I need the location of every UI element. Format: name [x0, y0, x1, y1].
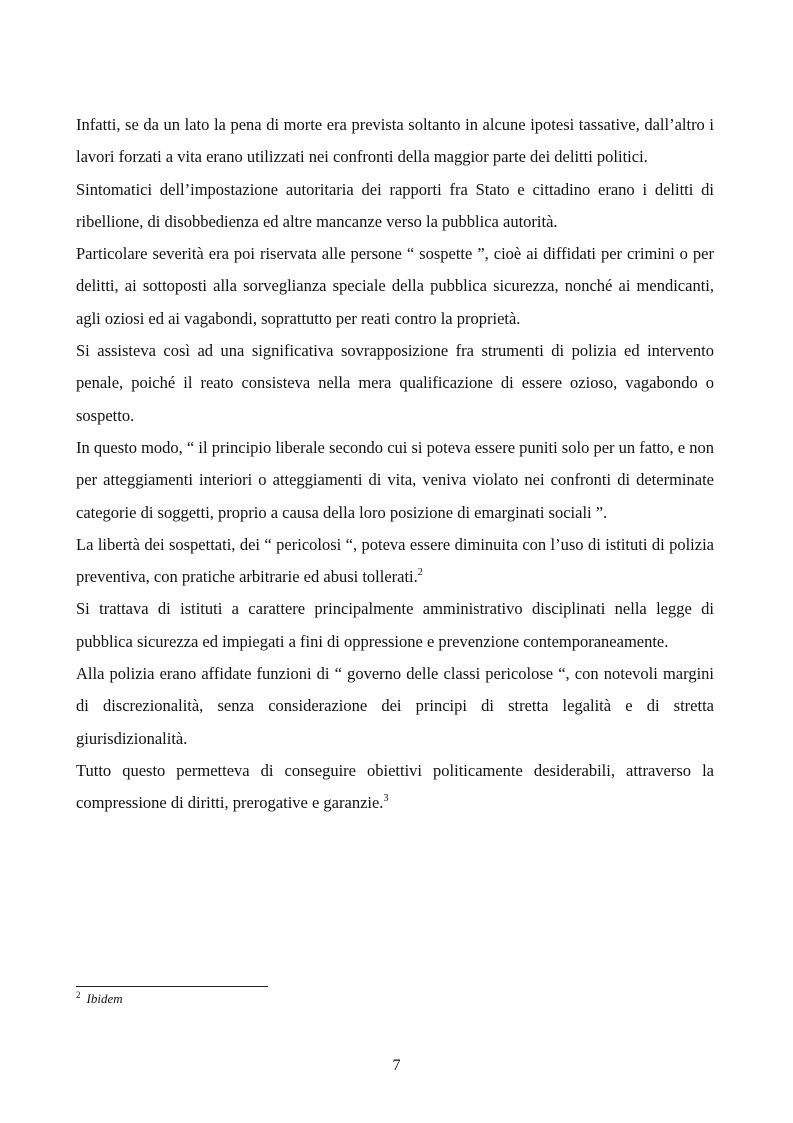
footnote-text: Ibidem: [86, 991, 123, 1006]
paragraph-text: Particolare severità era poi riservata alle persone “ sospette ”, cioè ai diffidati per crimini o per delitti, ai sottoposti alla sorveglianza speciale della pubblica sicurezza, nonché ai mendicanti, agli oziosi ed ai vagabondi, soprattutto per reati contro la proprietà.: [76, 244, 714, 328]
paragraph: [76, 529, 714, 594]
paragraph: [76, 174, 714, 239]
paragraph-text: Tutto questo permetteva di conseguire obiettivi politicamente desiderabili, attraverso la compressione di diritti, prerogative e garanzie.: [76, 760, 714, 813]
document-body: [76, 109, 714, 820]
footnote-reference: 3: [383, 793, 389, 805]
page-number: 7: [392, 1057, 401, 1074]
paragraph-text: Si trattava di istituti a carattere principalmente amministrativo disciplinati nella legge di pubblica sicurezza ed impiegati a fini di oppressione e prevenzione contemporaneamente.: [76, 599, 714, 651]
footnote-reference: 2: [417, 567, 423, 579]
paragraph-text: Infatti, se da un lato la pena di morte era prevista soltanto in alcune ipotesi tassative, dall’altro i lavori forzati a vita erano utilizzati nei confronti della maggior parte dei delitti politici.: [76, 115, 714, 167]
paragraph-text: La libertà dei sospettati, dei “ pericolosi “, poteva essere diminuita con l’uso di istituti di polizia preventiva, con pratiche arbitrarie ed abusi tollerati.: [76, 534, 714, 587]
paragraph: [76, 593, 714, 658]
paragraph-text: In questo modo, “ il principio liberale secondo cui si poteva essere puniti solo per un fatto, e non per atteggiamenti interiori o atteggiamenti di vita, veniva violato nei confronti di determinate categorie di soggetti, proprio a causa della loro posizione di emarginati sociali ”.: [76, 437, 714, 522]
paragraph-text: Alla polizia erano affidate funzioni di “ governo delle classi pericolose “, con notevoli margini di discrezionalità, senza considerazione dei principi di stretta legalità e di stretta giurisdizionalità.: [76, 664, 714, 748]
footnote-number: 2: [76, 990, 81, 1000]
footnote: [76, 990, 123, 1008]
paragraph-text: Sintomatici dell’impostazione autoritaria dei rapporti fra Stato e cittadino erano i delitti di ribellione, di disobbedienza ed altre mancanze verso la pubblica autorità.: [76, 179, 714, 231]
paragraph: [76, 109, 714, 174]
footnote-separator: [76, 986, 268, 987]
paragraph: [76, 755, 714, 820]
paragraph: [76, 238, 714, 335]
paragraph: [76, 335, 714, 432]
paragraph: [76, 432, 714, 529]
paragraph-text: Si assisteva così ad una significativa sovrapposizione fra strumenti di polizia ed intervento penale, poiché il reato consisteva nella mera qualificazione di essere ozioso, vagabondo o sospetto.: [76, 341, 714, 425]
paragraph: [76, 658, 714, 755]
